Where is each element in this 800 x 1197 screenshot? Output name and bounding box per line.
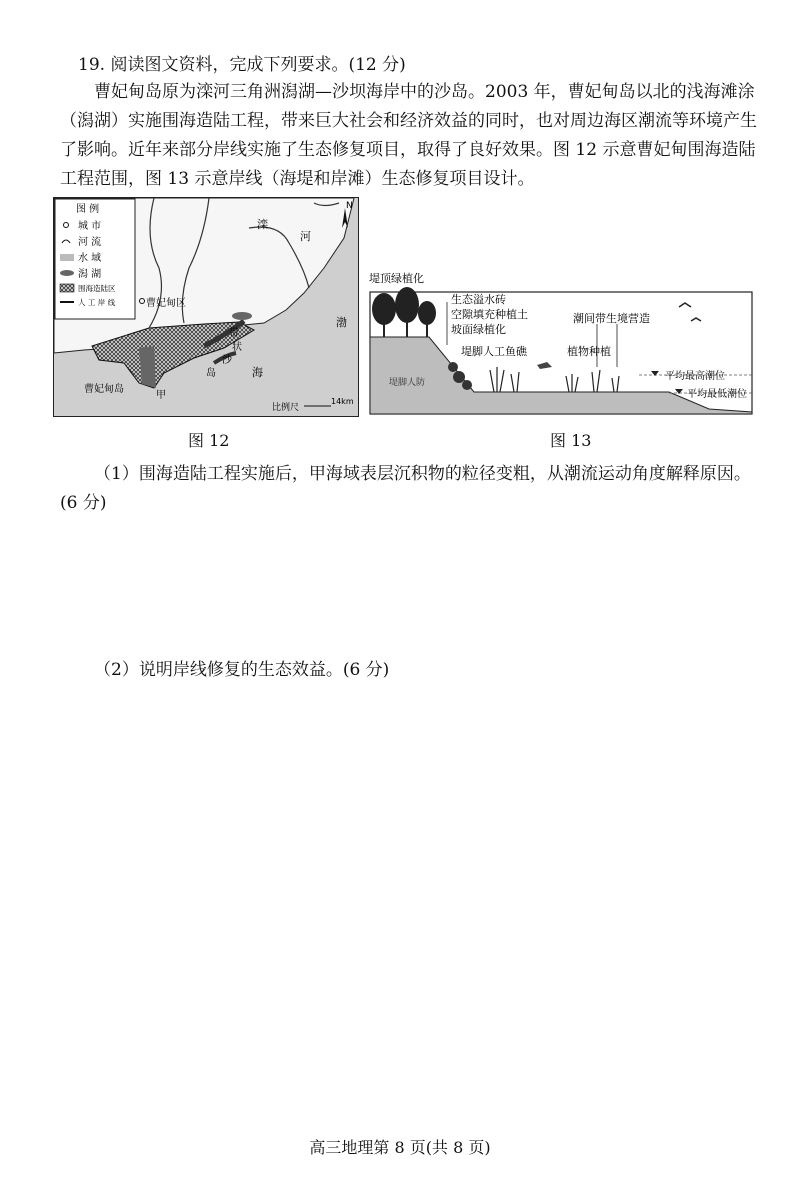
label-slope-green: 坡面绿植化 — [451, 323, 506, 336]
label-plant: 植物种植 — [567, 345, 611, 358]
sub-question-2: （2）说明岸线修复的生态效益。(6 分) — [94, 660, 390, 680]
figure-13-profile — [369, 197, 753, 415]
legend-item-city: 城 市 — [78, 221, 102, 232]
label-toe: 堤脚人防 — [389, 378, 426, 388]
figure-12-map — [53, 197, 359, 417]
question-paragraph: 曹妃甸岛原为滦河三角洲潟湖—沙坝海岸中的沙岛。2003 年，曹妃甸岛以北的浅海滩涂（潟湖）实施围海造陆工程，带来巨大社会和经济效益的同时，也对周边海区潮流等环境产生了影响。近年来部分岸线实施了生态修复项目，取得了良好效果。图 12 示意曹妃甸围海造陆工程范围，图 13 示意岸线（海堤和岸滩）生态修复项目设计。 — [60, 82, 757, 189]
label-scale: 比例尺 — [272, 403, 300, 413]
legend-item-lagoon: 潟 湖 — [78, 269, 102, 280]
label-bo: 渤 — [336, 316, 347, 329]
label-he: 河 — [300, 230, 311, 243]
legend-item-water: 水 域 — [78, 253, 102, 264]
bird-icon — [679, 303, 691, 307]
label-jia: 甲 — [156, 390, 166, 401]
legend-title: 图 例 — [76, 204, 100, 215]
legend-item-artificial-coast: 人 工 岸 线 — [78, 298, 116, 307]
label-scale-value: 14km — [331, 397, 354, 406]
bird-icon — [691, 318, 701, 321]
label-bar-3: 沙 — [222, 355, 232, 366]
label-bar-4: 岛 — [206, 368, 216, 379]
label-bar-1: 带 — [229, 328, 239, 339]
figure-13-caption: 图 13 — [550, 431, 592, 450]
sub-question-1: （1）围海造陆工程实施后，甲海域表层沉积物的粒径变粗，从潮流运动角度解释原因。(6 分) — [60, 464, 751, 513]
label-luan: 滦 — [257, 218, 268, 231]
label-high-tide: 平均最高潮位 — [665, 371, 725, 382]
fish-icon — [537, 362, 552, 369]
figure-12-caption: 图 12 — [188, 431, 230, 450]
label-north: N — [346, 201, 353, 211]
legend-item-reclaim: 围海造陆区 — [78, 284, 116, 293]
label-low-tide: 平均最低潮位 — [687, 389, 747, 400]
page-footer: 高三地理第 8 页(共 8 页) — [309, 1138, 491, 1157]
label-brick: 生态溢水砖 — [451, 293, 506, 306]
label-void-fill: 空隙填充种植土 — [451, 308, 528, 321]
label-tidal: 潮间带生境营造 — [573, 312, 650, 325]
label-caofeidian-district: 曹妃甸区 — [146, 298, 186, 309]
plants-icon — [490, 367, 619, 392]
label-island: 曹妃甸岛 — [84, 384, 124, 395]
label-bar-2: 状 — [232, 342, 242, 353]
label-reef: 堤脚人工鱼礁 — [461, 345, 527, 358]
label-hai: 海 — [252, 366, 263, 379]
tree-icon — [372, 287, 436, 337]
question-title: 19. 阅读图文资料，完成下列要求。(12 分) — [78, 55, 406, 75]
legend-item-river: 河 流 — [78, 237, 102, 248]
label-crest-green: 堤顶绿植化 — [369, 272, 424, 285]
high-tide-marker-icon — [651, 371, 659, 376]
